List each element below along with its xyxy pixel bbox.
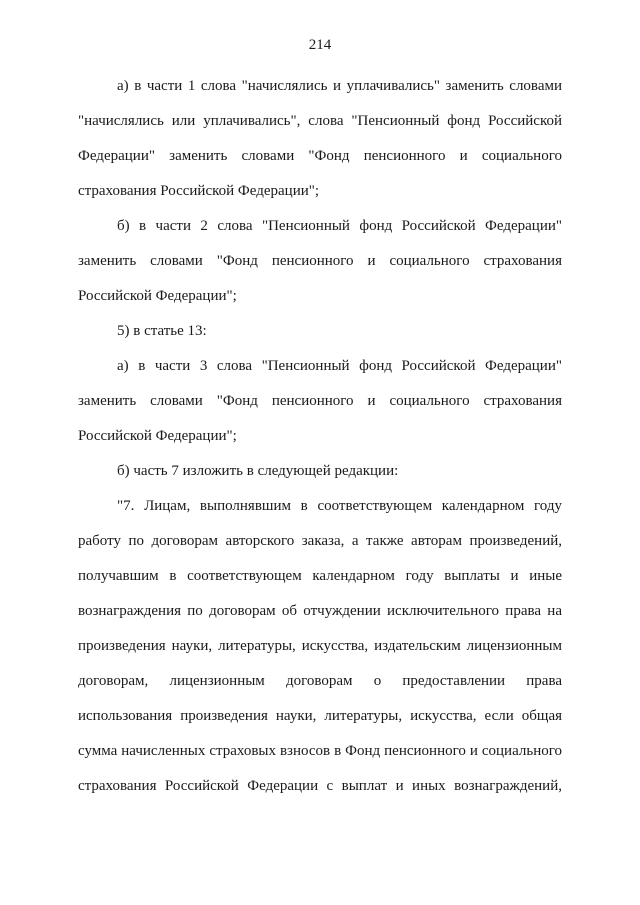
text-line: а) в части 1 слова "начислялись и уплачивались" заменить словами <box>117 78 562 94</box>
text-line: заменить словами "Фонд пенсионного и социального страхования <box>78 393 562 409</box>
text-line: вознаграждения по договорам об отчуждении исключительного права на <box>78 603 562 619</box>
text-line: страхования Российской Федерации с выплат и иных вознаграждений, <box>78 778 562 794</box>
text-line: "начислялись или уплачивались", слова "Пенсионный фонд Российской <box>78 113 562 129</box>
text-line: заменить словами "Фонд пенсионного и социального страхования <box>78 253 562 269</box>
text-line: б) в части 2 слова "Пенсионный фонд Российской Федерации" <box>117 218 562 234</box>
text-line: б) часть 7 изложить в следующей редакции: <box>117 463 399 479</box>
text-line: использования произведения науки, литературы, искусства, если общая <box>78 708 562 724</box>
text-line: Российской Федерации"; <box>78 428 237 444</box>
text-line: 5) в статье 13: <box>117 323 207 339</box>
text-line: получавшим в соответствующем календарном году выплаты и иные <box>78 568 562 584</box>
text-line: договорам, лицензионным договорам о предоставлении права <box>78 673 562 689</box>
text-line: произведения науки, литературы, искусства, издательским лицензионным <box>78 638 562 654</box>
text-line: а) в части 3 слова "Пенсионный фонд Российской Федерации" <box>117 358 562 374</box>
text-line: сумма начисленных страховых взносов в Фонд пенсионного и социального <box>78 743 562 759</box>
text-line: "7. Лицам, выполнявшим в соответствующем календарном году <box>117 498 562 514</box>
page-number: 214 <box>308 37 332 53</box>
text-line: страхования Российской Федерации"; <box>78 183 320 199</box>
text-line: работу по договорам авторского заказа, а также авторам произведений, <box>78 533 562 549</box>
text-line: Российской Федерации"; <box>78 288 237 304</box>
text-line: Федерации" заменить словами "Фонд пенсионного и социального <box>78 148 562 164</box>
